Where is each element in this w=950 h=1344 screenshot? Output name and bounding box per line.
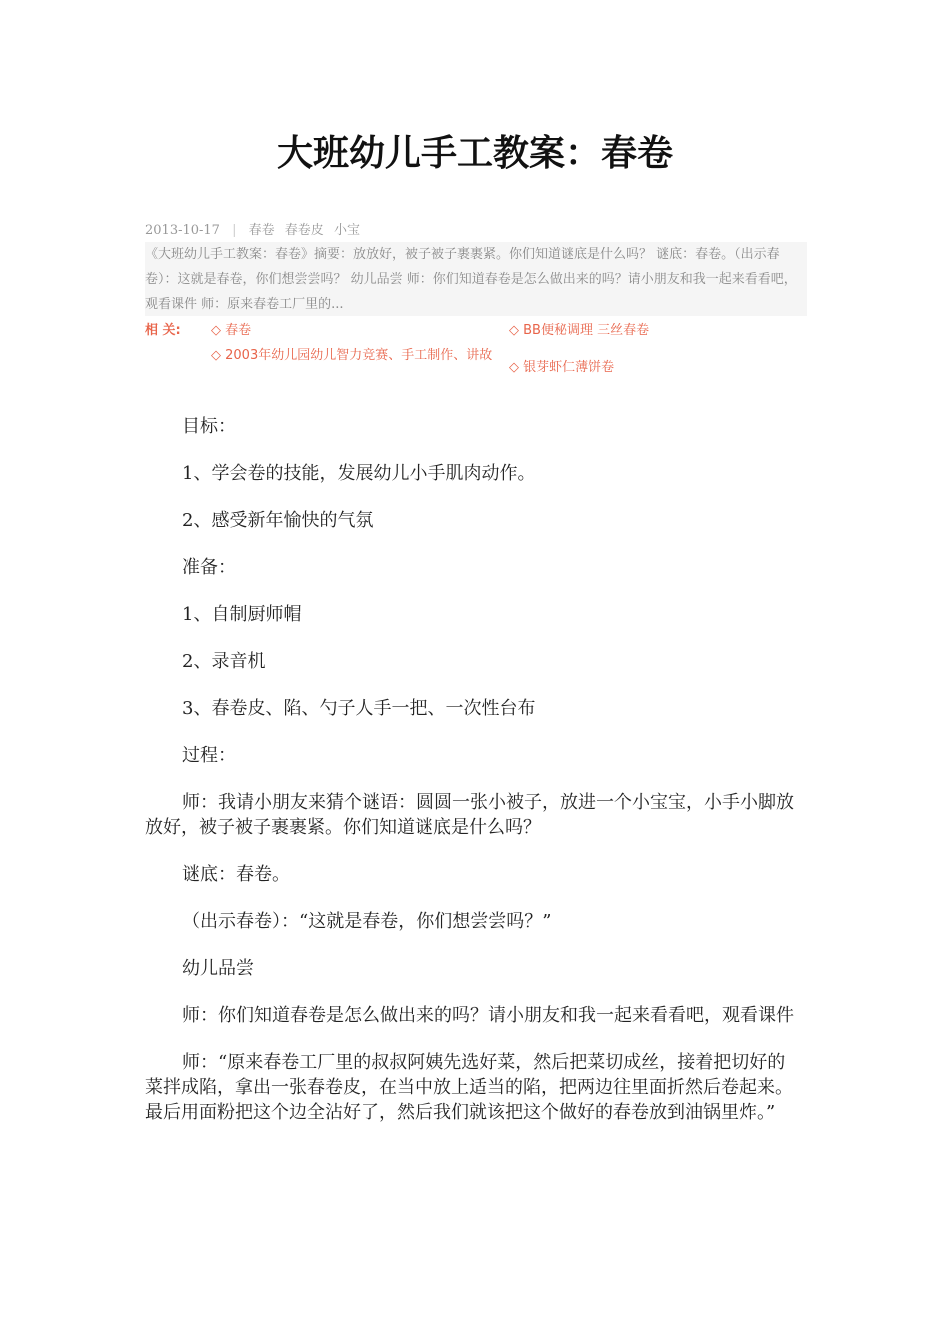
body-paragraph: 谜底：春卷。 [182, 864, 290, 885]
related-link[interactable]: ◇ 春卷 [211, 323, 252, 338]
body-paragraph: 幼儿品尝 [182, 958, 254, 979]
tag-link[interactable]: 春卷皮 [284, 223, 324, 238]
page-title: 大班幼儿手工教案：春卷 [276, 132, 673, 174]
related-link[interactable]: ◇ 2003年幼儿园幼儿智力竞赛、手工制作、讲故 [211, 348, 493, 363]
body-paragraph: 1、学会卷的技能，发展幼儿小手肌肉动作。 [182, 463, 536, 484]
body-paragraph: 师：“原来春卷工厂里的叔叔阿姨先选好菜，然后把菜切成丝，接着把切好的菜拌成陷，拿出一张春卷皮，在当中放上适当的陷，把两边往里面折然后卷起来。最后用面粉把这个边全沾好了，然后我们就该把这个做好的春卷放到油锅里炸。” [145, 1052, 793, 1123]
related-column-left [211, 318, 511, 368]
related-column-right [509, 318, 807, 380]
publish-date: 2013-10-17 [145, 223, 220, 238]
meta-separator: | [232, 223, 237, 238]
related-link[interactable]: ◇ BB便秘调理 三丝春卷 [509, 323, 650, 338]
tag-link[interactable]: 小宝 [333, 223, 360, 238]
article-body [145, 414, 797, 1147]
body-paragraph: 目标： [182, 416, 236, 437]
article-summary: 《大班幼儿手工教案：春卷》摘要：放放好，被子被子裹裹紧。你们知道谜底是什么吗？ 谜底：春卷。（出示春卷）：这就是春卷，你们想尝尝吗？ 幼儿品尝 师：你们知道春卷是怎么做出来的吗？请小朋友和我一起来看看吧，观看课件 师：原来春卷工厂里的... [145, 242, 807, 316]
body-paragraph: 师：你们知道春卷是怎么做出来的吗？请小朋友和我一起来看看吧，观看课件 [182, 1005, 794, 1026]
related-label: 相 关: [145, 323, 181, 338]
body-paragraph: 过程： [182, 745, 236, 766]
body-paragraph: 2、录音机 [182, 651, 266, 672]
tag-link[interactable]: 春卷 [248, 223, 275, 238]
body-paragraph: 1、自制厨师帽 [182, 604, 302, 625]
body-paragraph: 师：我请小朋友来猜个谜语：圆圆一张小被子，放进一个小宝宝，小手小脚放放好，被子被子裹裹紧。你们知道谜底是什么吗？ [145, 792, 794, 838]
body-paragraph: 3、春卷皮、陷、勺子人手一把、一次性台布 [182, 698, 536, 719]
body-paragraph: 2、感受新年愉快的气氛 [182, 510, 374, 531]
body-paragraph: 准备： [182, 557, 236, 578]
related-link[interactable]: ◇ 银芽虾仁薄饼卷 [509, 360, 615, 375]
article-meta [145, 222, 807, 240]
body-paragraph: （出示春卷）：“这就是春卷，你们想尝尝吗？” [182, 911, 552, 932]
